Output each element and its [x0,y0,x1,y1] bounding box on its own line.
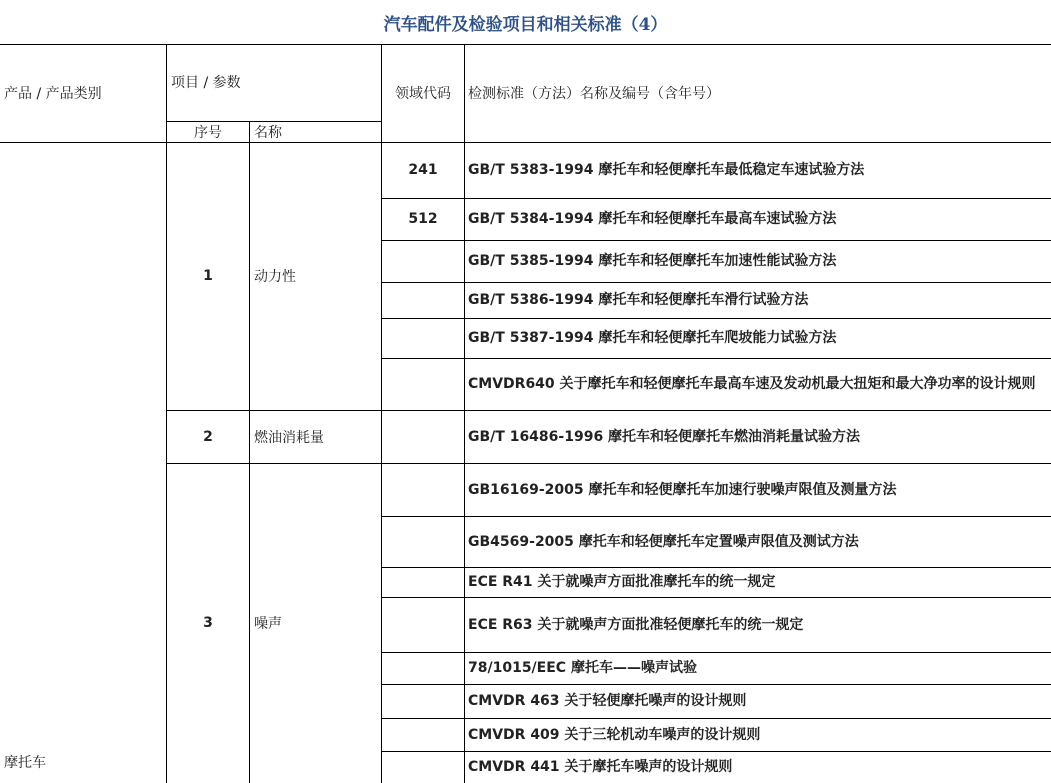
group-seq: 2 [203,428,213,445]
header-item-param: 项目 / 参数 [171,75,241,91]
domain-code-cell: 241 [408,162,438,178]
standard-cell: ECE R63 关于就噪声方面批准轻便摩托车的统一规定 [468,616,804,633]
group-seq: 3 [203,615,213,631]
standard-cell: GB4569-2005 摩托车和轻便摩托车定置噪声限值及测试方法 [468,533,859,550]
standard-cell: CMVDR 409 关于三轮机动车噪声的设计规则 [468,726,761,743]
standard-cell: GB/T 5385-1994 摩托车和轻便摩托车加速性能试验方法 [468,253,837,269]
standard-cell: ECE R41 关于就噪声方面批准摩托车的统一规定 [468,574,776,590]
group-seq: 1 [203,268,213,284]
standard-cell: GB/T 5383-1994 摩托车和轻便摩托车最低稳定车速试验方法 [468,162,865,178]
standard-cell: GB16169-2005 摩托车和轻便摩托车加速行驶噪声限值及测量方法 [468,481,897,498]
standard-cell: GB/T 5384-1994 摩托车和轻便摩托车最高车速试验方法 [468,211,837,227]
group-name: 噪声 [254,616,282,632]
header-product-category: 产品 / 产品类别 [4,86,102,102]
standard-cell: CMVDR640 关于摩托车和轻便摩托车最高车速及发动机最大扭矩和最大净功率的设计规则 [468,376,1036,392]
group-name: 动力性 [254,269,296,285]
domain-code-cell: 512 [408,211,438,227]
standard-cell: CMVDR 463 关于轻便摩托噪声的设计规则 [468,693,747,709]
header-standard: 检测标准（方法）名称及编号（含年号） [468,86,720,102]
standard-cell: CMVDR 441 关于摩托车噪声的设计规则 [468,759,733,775]
standard-cell: GB/T 5386-1994 摩托车和轻便摩托车滑行试验方法 [468,292,809,308]
page-title: 汽车配件及检验项目和相关标准（4） [383,14,668,35]
header-seq: 序号 [194,124,222,141]
standard-cell: 78/1015/EEC 摩托车——噪声试验 [468,660,697,676]
header-domain-code: 领域代码 [395,86,451,102]
column-divider [464,44,465,783]
standard-cell: GB/T 16486-1996 摩托车和轻便摩托车燃油消耗量试验方法 [468,428,861,445]
header-name: 名称 [254,124,282,141]
column-divider [249,121,250,783]
product-category-cell: 摩托车 [4,755,46,771]
group-name: 燃油消耗量 [254,429,324,446]
standard-cell: GB/T 5387-1994 摩托车和轻便摩托车爬坡能力试验方法 [468,330,837,346]
